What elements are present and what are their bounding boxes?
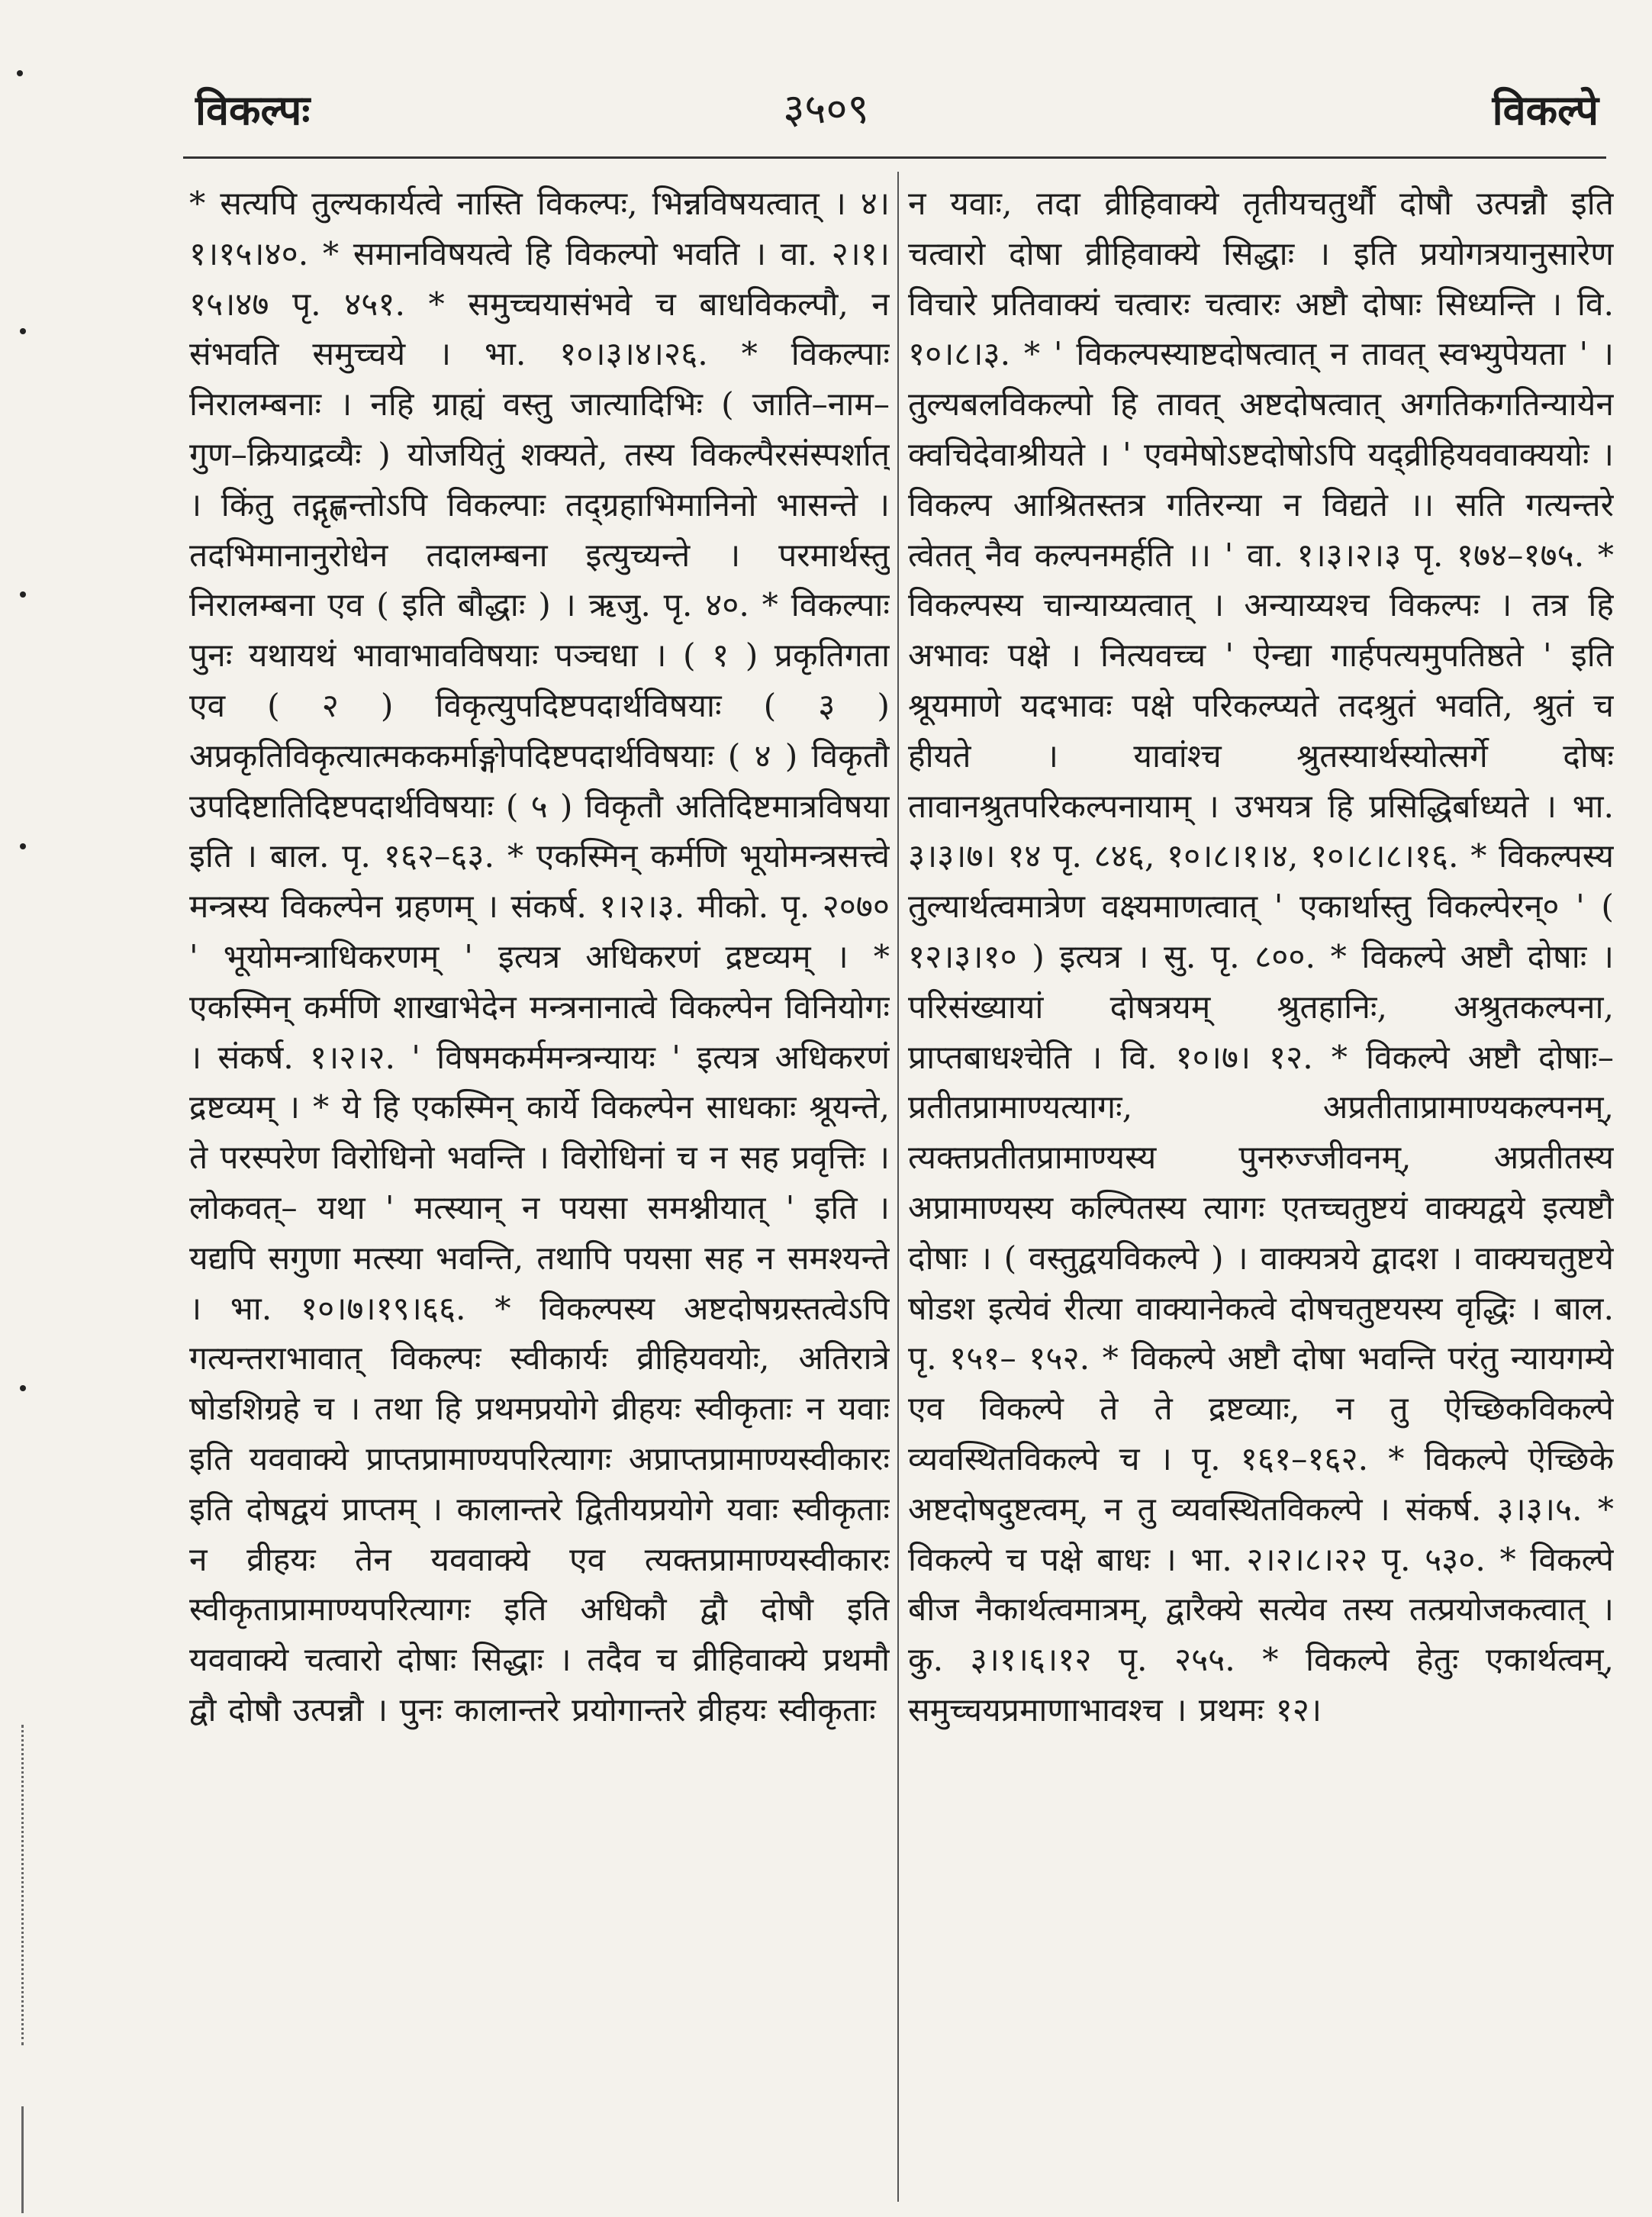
margin-dotted-line xyxy=(21,1725,24,2045)
header-rule xyxy=(183,156,1606,159)
header-left-word: विकल्पः xyxy=(195,85,311,134)
page-header xyxy=(0,0,1652,168)
left-column-text: * सत्यपि तुल्यकार्यत्वे नास्ति विकल्पः, भिन्नविषयत्वात् । ४।१।१५।४०. * समानविषयत्वे हि विकल्पो भवति । वा. २।१।१५।४७ पृ. ४५१. * समुच्चयासंभवे च बाधविकल्पौ, न संभवति समुच्चये । भा. १०।३।४।२६. * विकल्पाः निरालम्बनाः । नहि ग्राह्यं वस्तु जात्यादिभिः ( जाति–नाम–गुण–क्रियाद्रव्यैः ) योजयितुं शक्यते, तस्य विकल्पैरसंस्पर्शात् । किंतु तद्गृह्णन्तोऽपि विकल्पाः तद्ग्रहाभिमानिनो भासन्ते । तदभिमानानुरोधेन तदालम्बना इत्युच्यन्ते । परमार्थस्तु निरालम्बना एव ( इति बौद्धाः ) । ऋजु. पृ. ४०. * विकल्पाः पुनः यथायथं भावाभावविषयाः पञ्चधा । ( १ ) प्रकृतिगता एव ( २ ) विकृत्युपदिष्टपदार्थविषयाः ( ३ ) अप्रकृतिविकृत्यात्मककर्माङ्गोपदिष्टपदार्थविषयाः ( ४ ) विकृतौ उपदिष्टातिदिष्टपदार्थविषयाः ( ५ ) विकृतौ अतिदिष्टमात्रविषया इति । बाल. पृ. १६२–६३. * एकस्मिन् कर्मणि भूयोमन्त्रसत्त्वे मन्त्रस्य विकल्पेन ग्रहणम् । संकर्ष. १।२।३. मीको. पृ. २०७० ' भूयोमन्त्राधिकरणम् ' इत्यत्र अधिकरणं द्रष्टव्यम् । * एकस्मिन् कर्मणि शाखाभेदेन मन्त्रनानात्वे विकल्पेन विनियोगः । संकर्ष. १।२।२. ' विषमकर्ममन्त्रन्यायः ' इत्यत्र अधिकरणं द्रष्टव्यम् । * ये हि एकस्मिन् कार्ये विकल्पेन साधकाः श्रूयन्ते, ते परस्परेण विरोधिनो भवन्ति । विरोधिनां च न सह प्रवृत्तिः । लोकवत्– यथा ' मत्स्यान् न पयसा समश्नीयात् ' इति । यद्यपि सगुणा मत्स्या भवन्ति, तथापि पयसा सह न समश्यन्ते । भा. १०।७।१९।६६. * विकल्पस्य अष्टदोषग्रस्तत्वेऽपि गत्यन्तराभावात् विकल्पः स्वीकार्यः व्रीहियवयोः, अतिरात्रे षोडशिग्रहे च । तथा हि प्रथमप्रयोगे व्रीहयः स्वीकृताः न यवाः इति यववाक्ये प्राप्तप्रामाण्यपरित्यागः अप्राप्तप्रामाण्यस्वीकारः इति दोषद्वयं प्राप्तम् । कालान्तरे द्वितीयप्रयोगे यवाः स्वीकृताः न व्रीहयः तेन यववाक्ये एव त्यक्तप्रामाण्यस्वीकारः स्वीकृताप्रामाण्यपरित्यागः इति अधिकौ द्वौ दोषौ इति यववाक्ये चत्वारो दोषाः सिद्धाः । तदैव च व्रीहिवाक्ये प्रथमौ द्वौ दोषौ उत्पन्नौ । पुनः कालान्तरे प्रयोगान्तरे व्रीहयः स्वीकृताः xyxy=(189,185,890,1729)
margin-mark xyxy=(20,591,26,598)
margin-mark xyxy=(20,328,26,334)
header-right-word: विकल्पे xyxy=(1492,85,1599,134)
right-column-text: न यवाः, तदा व्रीहिवाक्ये तृतीयचतुर्थौ दोषौ उत्पन्नौ इति चत्वारो दोषा व्रीहिवाक्ये सिद्धाः । इति प्रयोगत्रयानुसारेण विचारे प्रतिवाक्यं चत्वारः चत्वारः अष्टौ दोषाः सिध्यन्ति । वि. १०।८।३. * ' विकल्पस्याष्टदोषत्वात् न तावत् स्वभ्युपेयता ' । तुल्यबलविकल्पो हि तावत् अष्टदोषत्वात् अगतिकगतिन्यायेन क्वचिदेवाश्रीयते । ' एवमेषोऽष्टदोषोऽपि यद्व्रीहियववाक्ययोः । विकल्प आश्रितस्तत्र गतिरन्या न विद्यते ।। सति गत्यन्तरे त्वेतत् नैव कल्पनमर्हति ।। ' वा. १।३।२।३ पृ. १७४–१७५. * विकल्पस्य चान्याय्यत्वात् । अन्याय्यश्च विकल्पः । तत्र हि अभावः पक्षे । नित्यवच्च ' ऐन्द्या गार्हपत्यमुपतिष्ठते ' इति श्रूयमाणे यदभावः पक्षे परिकल्प्यते तदश्रुतं भवति, श्रुतं च हीयते । यावांश्च श्रुतस्यार्थस्योत्सर्गे दोषः तावानश्रुतपरिकल्पनायाम् । उभयत्र हि प्रसिद्धिर्बाध्यते । भा. ३।३।७। १४ पृ. ८४६, १०।८।१।४, १०।८।८।१६. * विकल्पस्य तुल्यार्थत्वमात्रेण वक्ष्यमाणत्वात् ' एकार्थास्तु विकल्पेरन्० ' ( १२।३।१० ) इत्यत्र । सु. पृ. ८००. * विकल्पे अष्टौ दोषाः । परिसंख्यायां दोषत्रयम् श्रुतहानिः, अश्रुतकल्पना, प्राप्तबाधश्चेति । वि. १०।७। १२. * विकल्पे अष्टौ दोषाः– प्रतीतप्रामाण्यत्यागः, अप्रतीताप्रामाण्यकल्पनम्, त्यक्तप्रतीतप्रामाण्यस्य पुनरुज्जीवनम्, अप्रतीतस्य अप्रामाण्यस्य कल्पितस्य त्यागः एतच्चतुष्टयं वाक्यद्वये इत्यष्टौ दोषाः । ( वस्तुद्वयविकल्पे ) । वाक्यत्रये द्वादश । वाक्यचतुष्टये षोडश इत्येवं रीत्या वाक्यानेकत्वे दोषचतुष्टयस्य वृद्धिः । बाल. पृ. १५१– १५२. * विकल्पे अष्टौ दोषा भवन्ति परंतु न्यायगम्ये एव विकल्पे ते ते द्रष्टव्याः, न तु ऐच्छिकविकल्पे व्यवस्थितविकल्पे च । पृ. १६१–१६२. * विकल्पे ऐच्छिके अष्टदोषदुष्टत्वम्, न तु व्यवस्थितविकल्पे । संकर्ष. ३।३।५. * विकल्पे च पक्षे बाधः । भा. २।२।८।२२ पृ. ५३०. * विकल्पे बीज नैकार्थत्वमात्रम्, द्वारैक्ये सत्येव तस्य तत्प्रयोजकत्वात् । कु. ३।१।६।१२ पृ. २५५. * विकल्पे हेतुः एकार्थत्वम्, समुच्चयप्रमाणाभावश्च । प्रथमः १२। xyxy=(908,185,1614,1729)
page-number: ३५०९ xyxy=(783,85,869,133)
margin-line xyxy=(21,2106,24,2213)
margin-mark xyxy=(17,70,23,76)
column-divider xyxy=(897,172,899,2202)
margin-mark xyxy=(20,843,26,849)
margin-mark xyxy=(20,1385,26,1391)
